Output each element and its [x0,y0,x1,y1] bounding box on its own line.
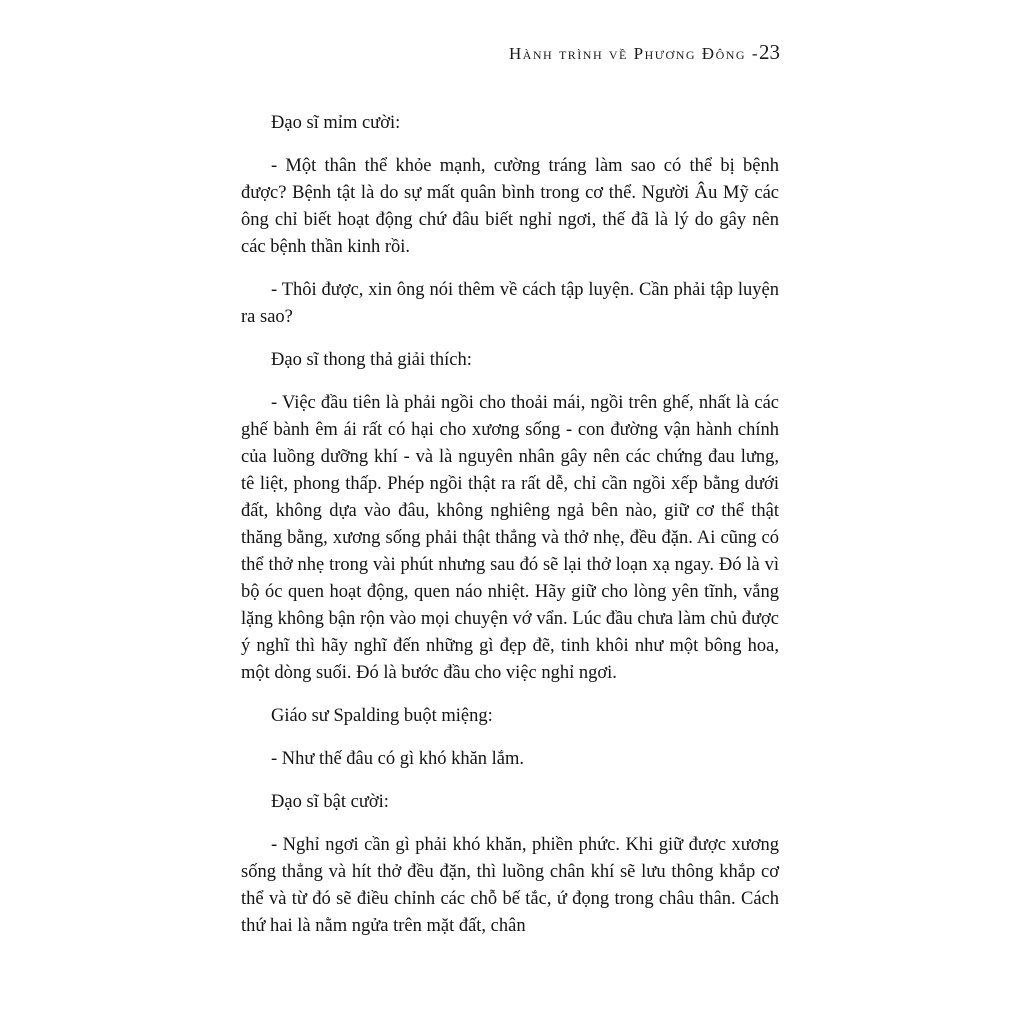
paragraph: - Nghỉ ngơi cần gì phải khó khăn, phiền phức. Khi giữ được xương sống thẳng và hít thở đều đặn, thì luồng chân khí sẽ lưu thông khắp cơ thể và từ đó sẽ điều chỉnh các chỗ bế tắc, ứ đọng trong châu thân. Cách thứ hai là nằm ngửa trên mặt đất, chân [241,835,779,936]
paragraph: - Như thế đâu có gì khó khăn lắm. [271,749,525,769]
paragraph: Đạo sĩ thong thả giải thích: [271,350,472,370]
paragraph: - Việc đầu tiên là phải ngồi cho thoải mái, ngồi trên ghế, nhất là các ghế bành êm ái rất có hại cho xương sống - con đường vận hành chính của luồng dưỡng khí - và là nguyên nhân gây nên các chứng đau lưng, tê liệt, phong thấp. Phép ngồi thật ra rất dễ, chỉ cần ngồi xếp bằng dưới đất, không dựa vào đâu, không nghiêng ngả bên nào, giữ cơ thể thật thăng bằng, xương sống phải thật thẳng và thở nhẹ, đều đặn. Ai cũng có thể thở nhẹ trong vài phút nhưng sau đó sẽ lại thở loạn xạ ngay. Đó là vì bộ óc quen hoạt động, quen náo nhiệt. Hãy giữ cho lòng yên tĩnh, vắng lặng không bận rộn vào mọi chuyện vớ vẩn. Lúc đầu chưa làm chủ được ý nghĩ thì hãy nghĩ đến những gì đẹp đẽ, tinh khôi như một bông hoa, một dòng suối. Đó là bước đầu cho việc nghỉ ngơi. [241,393,779,683]
running-header [509,40,780,65]
paragraph: Đạo sĩ bật cười: [271,792,389,812]
paragraph: Giáo sư Spalding buột miệng: [271,706,493,726]
paragraph: - Một thân thể khỏe mạnh, cường tráng làm sao có thể bị bệnh được? Bệnh tật là do sự mất quân bình trong cơ thể. Người Âu Mỹ các ông chỉ biết hoạt động chứ đâu biết nghỉ ngơi, thế đã là lý do gây nên các bệnh thần kinh rồi. [241,156,779,257]
page-number: 23 [759,40,780,64]
paragraph: - Thôi được, xin ông nói thêm về cách tập luyện. Cần phải tập luyện ra sao? [241,280,779,327]
running-title: Hành trình về Phương Đông - [508,44,759,63]
body-text [241,110,779,940]
paragraph: Đạo sĩ mỉm cười: [271,113,401,133]
